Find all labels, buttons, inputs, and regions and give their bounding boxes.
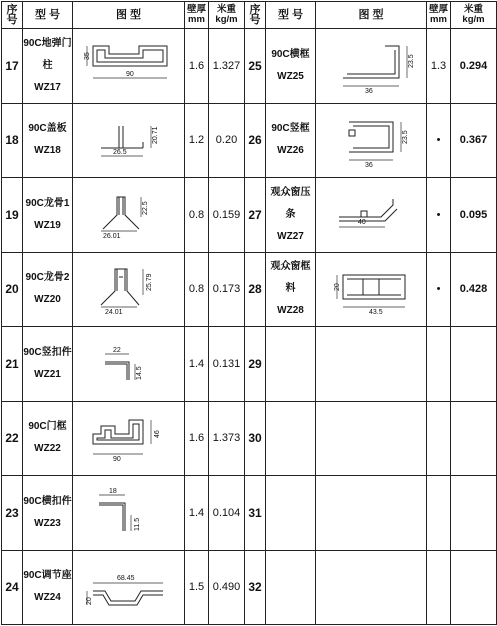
dim-label: 43.5	[369, 309, 383, 317]
weight-cell: 1.373	[209, 401, 245, 476]
profile-drawing-wz21	[79, 336, 179, 392]
profile-drawing-wz25	[321, 38, 421, 94]
dim-label: 26.5	[112, 149, 127, 157]
thickness-cell: •	[427, 103, 451, 178]
weight-cell	[451, 401, 497, 476]
seq-cell: 22	[2, 401, 23, 476]
seq-cell: 24	[2, 550, 23, 625]
dim-label: 46	[153, 430, 161, 439]
weight-cell: 0.104	[209, 476, 245, 551]
dim-label: 36	[365, 87, 373, 94]
drawing-cell	[73, 178, 185, 253]
header-drawing: 图 型	[73, 2, 185, 29]
dim-label: 18	[108, 487, 117, 495]
weight-cell	[451, 476, 497, 551]
profile-drawing-wz19	[79, 187, 179, 243]
table-row	[2, 29, 497, 104]
seq-cell: 31	[245, 476, 266, 551]
table-row	[2, 178, 497, 253]
dim-label: 22.5	[141, 201, 149, 215]
thickness-cell: 1.3	[427, 29, 451, 104]
dim-label: 25.79	[145, 273, 153, 292]
thickness-cell: 1.4	[185, 327, 209, 402]
model-cell	[266, 476, 316, 551]
dim-label: 68.45	[116, 575, 135, 583]
model-cell: 90C地弹门柱 WZ17	[23, 29, 73, 104]
dim-label: 20	[334, 283, 341, 292]
seq-cell: 26	[245, 103, 266, 178]
thickness-cell: 0.8	[185, 178, 209, 253]
header-thickness: 壁厚 mm	[185, 2, 209, 29]
header-seq-right: 序号	[245, 2, 266, 29]
model-cell: 90C竖框 WZ26	[266, 103, 316, 178]
drawing-cell	[316, 476, 427, 551]
thickness-cell: 1.6	[185, 29, 209, 104]
header-row	[2, 2, 497, 29]
drawing-cell	[316, 401, 427, 476]
model-cell: 90C竖扣件 WZ21	[23, 327, 73, 402]
dim-label: 23.5	[402, 130, 409, 145]
table-row	[2, 550, 497, 625]
seq-cell: 20	[2, 252, 23, 327]
seq-cell: 21	[2, 327, 23, 402]
dim-label: 20	[85, 597, 93, 606]
weight-cell: 1.327	[209, 29, 245, 104]
weight-cell: 0.159	[209, 178, 245, 253]
weight-cell: 0.095	[451, 178, 497, 253]
seq-cell: 32	[245, 550, 266, 625]
drawing-cell	[73, 29, 185, 104]
weight-cell: 0.428	[451, 252, 497, 327]
thickness-cell	[427, 550, 451, 625]
table-row	[2, 252, 497, 327]
drawing-cell	[316, 252, 427, 327]
header-weight-right: 米重 kg/m	[451, 2, 497, 29]
seq-cell: 25	[245, 29, 266, 104]
drawing-cell	[316, 178, 427, 253]
drawing-cell	[73, 252, 185, 327]
thickness-cell	[427, 476, 451, 551]
header-model-right: 型 号	[266, 2, 316, 29]
profile-drawing-wz28	[321, 261, 421, 317]
drawing-cell	[316, 29, 427, 104]
profile-drawing-wz26	[321, 112, 421, 168]
dim-label: 26.01	[102, 232, 121, 240]
header-drawing-right: 图 型	[316, 2, 427, 29]
weight-cell	[451, 327, 497, 402]
profile-drawing-wz17	[79, 38, 179, 94]
model-cell: 90C龙骨1 WZ19	[23, 178, 73, 253]
dim-label: 14.5	[135, 366, 143, 380]
dim-label: 24.01	[104, 309, 123, 317]
header-model: 型 号	[23, 2, 73, 29]
drawing-cell	[316, 327, 427, 402]
weight-cell: 0.294	[451, 29, 497, 104]
table-row	[2, 476, 497, 551]
thickness-cell: 1.4	[185, 476, 209, 551]
seq-cell: 27	[245, 178, 266, 253]
weight-cell: 0.20	[209, 103, 245, 178]
thickness-cell: 1.6	[185, 401, 209, 476]
model-cell: 90C横框 WZ25	[266, 29, 316, 104]
table-row	[2, 401, 497, 476]
dim-label: 23.5	[408, 54, 415, 68]
dim-label: 40	[358, 218, 366, 226]
profile-drawing-wz18	[79, 112, 179, 168]
drawing-cell	[316, 550, 427, 625]
seq-cell: 18	[2, 103, 23, 178]
drawing-cell	[316, 103, 427, 178]
thickness-cell: •	[427, 252, 451, 327]
thickness-cell	[427, 327, 451, 402]
dim-label: 90	[112, 456, 121, 464]
model-cell: 观众窗压条 WZ27	[266, 178, 316, 253]
profile-drawing-wz22	[79, 410, 179, 466]
table-row	[2, 327, 497, 402]
weight-cell	[451, 550, 497, 625]
drawing-cell	[73, 476, 185, 551]
drawing-cell	[73, 550, 185, 625]
drawing-cell	[73, 327, 185, 402]
model-cell: 90C盖板 WZ18	[23, 103, 73, 178]
seq-cell: 30	[245, 401, 266, 476]
model-cell	[266, 550, 316, 625]
thickness-cell: 0.8	[185, 252, 209, 327]
model-cell: 90C门框 WZ22	[23, 401, 73, 476]
weight-cell: 0.490	[209, 550, 245, 625]
model-cell: 观众窗框料 WZ28	[266, 252, 316, 327]
profile-drawing-wz23	[79, 485, 179, 541]
dim-label: 90	[125, 70, 134, 78]
dim-label: 36	[365, 162, 373, 169]
dim-label: 20.71	[151, 126, 159, 145]
weight-cell: 0.367	[451, 103, 497, 178]
header-thickness-right: 壁厚 mm	[427, 2, 451, 29]
model-cell: 90C横扣件 WZ23	[23, 476, 73, 551]
model-cell: 90C调节座 WZ24	[23, 550, 73, 625]
profile-drawing-wz24	[79, 559, 179, 615]
seq-cell: 17	[2, 29, 23, 104]
profile-spec-table	[1, 1, 497, 625]
model-cell	[266, 401, 316, 476]
dim-label: 22	[112, 346, 121, 354]
dim-label: 35	[83, 51, 91, 60]
header-seq: 序号	[2, 2, 23, 29]
weight-cell: 0.131	[209, 327, 245, 402]
weight-cell: 0.173	[209, 252, 245, 327]
thickness-cell	[427, 401, 451, 476]
model-cell: 90C龙骨2 WZ20	[23, 252, 73, 327]
drawing-cell	[73, 103, 185, 178]
table-row	[2, 103, 497, 178]
seq-cell: 28	[245, 252, 266, 327]
thickness-cell: 1.5	[185, 550, 209, 625]
profile-drawing-wz27	[321, 187, 421, 243]
thickness-cell: 1.2	[185, 103, 209, 178]
drawing-cell	[73, 401, 185, 476]
dim-label: 11.5	[133, 517, 141, 531]
header-weight: 米重 kg/m	[209, 2, 245, 29]
profile-drawing-wz20	[79, 261, 179, 317]
thickness-cell: •	[427, 178, 451, 253]
seq-cell: 19	[2, 178, 23, 253]
model-cell	[266, 327, 316, 402]
seq-cell: 23	[2, 476, 23, 551]
seq-cell: 29	[245, 327, 266, 402]
